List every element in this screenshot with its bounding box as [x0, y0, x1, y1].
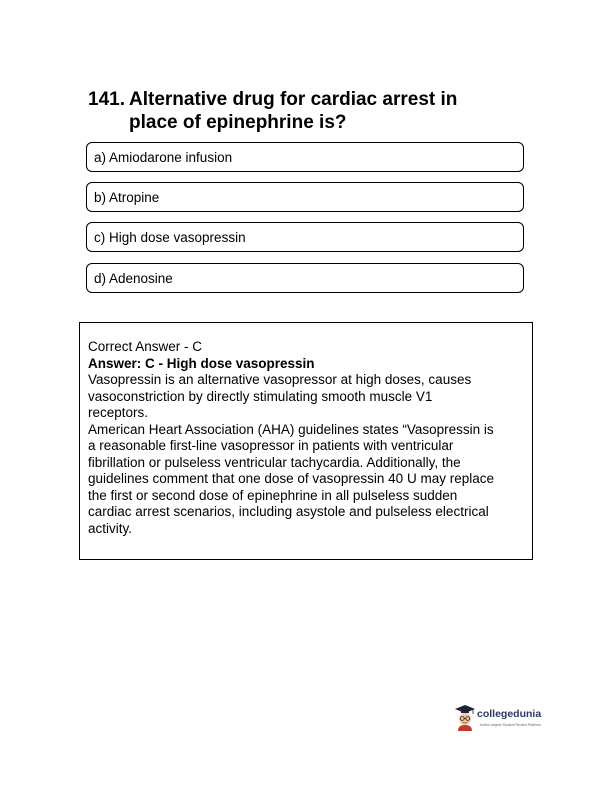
explanation-line: fibrillation or pulseless ventricular tachycardia. Additionally, the [88, 454, 461, 470]
explanation-line: the first or second dose of epinephrine in all pulseless sudden [88, 487, 458, 503]
answer-heading: Answer: C - High dose vasopressin [88, 355, 315, 371]
question-text-line-2: place of epinephrine is? [129, 112, 347, 133]
option-a[interactable]: a) Amiodarone infusion [86, 142, 524, 172]
explanation-line: vasoconstriction by directly stimulating smooth muscle V1 [88, 388, 433, 404]
explanation-line: guidelines comment that one dose of vasopressin 40 U may replace [88, 471, 494, 486]
collegedunia-logo [454, 702, 564, 734]
explanation-line: Vasopressin is an alternative vasopressor at high doses, causes [88, 372, 472, 387]
brand-name: collegedunia [477, 708, 542, 720]
question-number: 141. [88, 89, 125, 110]
question-text-line-1: Alternative drug for cardiac arrest in [129, 89, 458, 110]
option-c[interactable]: c) High dose vasopressin [86, 222, 524, 252]
question-line-1 [88, 88, 528, 111]
correct-answer-label: Correct Answer - C [88, 339, 203, 354]
brand-tagline: India's largest Student Review Platform [480, 723, 541, 727]
option-d[interactable]: d) Adenosine [86, 263, 524, 293]
explanation-line: cardiac arrest scenarios, including asystole and pulseless electrical [88, 504, 489, 519]
graduate-mascot-icon [454, 704, 476, 732]
question-title [88, 88, 528, 134]
answer-explanation-box [79, 322, 533, 560]
explanation-line: American Heart Association (AHA) guidelines states “Vasopressin is [88, 421, 494, 437]
explanation-line: activity. [88, 520, 133, 536]
explanation-line: receptors. [88, 405, 149, 420]
explanation-line: a reasonable first-line vasopressor in patients with ventricular [88, 438, 454, 453]
option-b[interactable]: b) Atropine [86, 182, 524, 212]
